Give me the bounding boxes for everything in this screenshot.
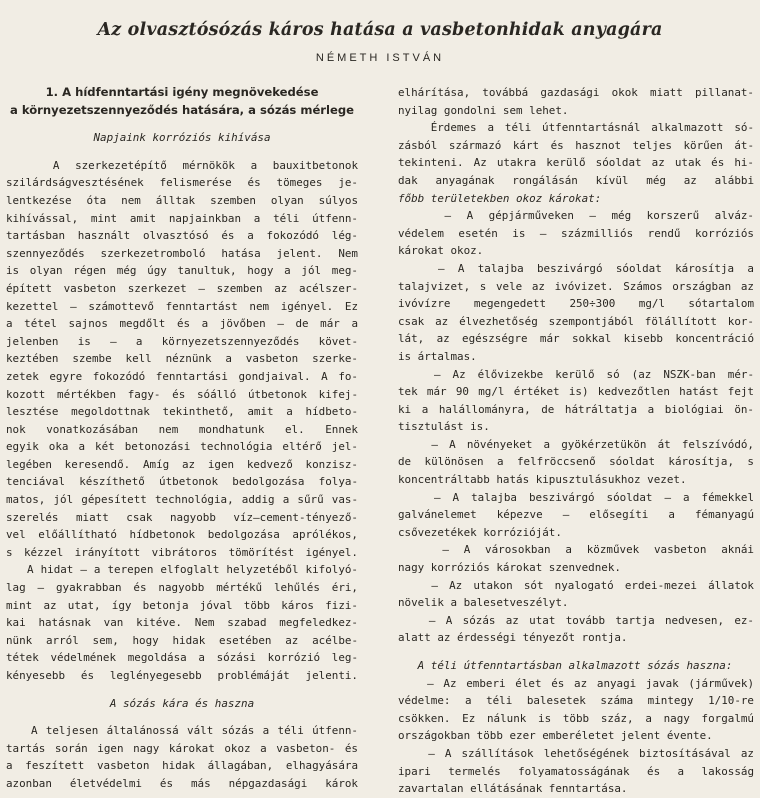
text-line: csak az élvezhetőség szempontjából fölállított kor- bbox=[398, 314, 754, 328]
text-line: ivóvízre megengedett 250÷300 mg/l sótartalom bbox=[398, 297, 754, 311]
text-line: nyilag gondolni sem lehet. bbox=[398, 103, 569, 117]
text-line: kényesebb és leglényegesebb problémáját jelenti. bbox=[6, 669, 358, 682]
text-line: A téli útfenntartásban alkalmazott sózás haszna: bbox=[398, 659, 733, 672]
text-line: egyik oka a két betonozási technológia eltérő jel- bbox=[6, 440, 358, 454]
text-line: csővezetékek korrózióját. bbox=[398, 525, 562, 539]
text-line: is olyan régen még úgy tanultuk, hogy a jól meg- bbox=[6, 264, 358, 278]
text-line: kihívással, mint amit napjainkban a téli útfenn- bbox=[6, 211, 358, 225]
text-line: károkat okoz. bbox=[398, 244, 484, 258]
text-line: — A városokban a közművek vasbeton aknái bbox=[398, 543, 754, 557]
text-line: legében keresendő. Amíg az igen kedvező konzisz- bbox=[6, 457, 358, 471]
text-line: védelem esetén is — százmilliós rendű korróziós bbox=[398, 226, 754, 240]
text-line: lesztése megoldottnak tekinthető, amit a hídbeto- bbox=[6, 405, 358, 419]
text-line: lát, az egészségre már sokkal kisebb koncentráció bbox=[398, 332, 754, 346]
text-line: tenciával készíthető útbetonok bedolgozása folya- bbox=[6, 475, 358, 489]
text-line: 1. A hídfenntartási igény megnövekedése bbox=[45, 85, 319, 99]
text-line: — Az élővizekbe kerülő só (az NSZK-ban mér- bbox=[398, 367, 754, 381]
text-line: vel előállítható hídbetonok bedolgozása aprólékos, bbox=[6, 528, 358, 542]
spacer bbox=[6, 712, 358, 722]
text-line: is ártalmas. bbox=[398, 349, 477, 363]
text-line: talajvizet, s vele az ivóvizet. Számos országban az bbox=[398, 279, 754, 293]
text-line: országokban több ezer emberéletet jelent évente. bbox=[398, 729, 713, 743]
text-line: — A gépjárműveken — még korszerű alváz- bbox=[398, 209, 754, 223]
spacer bbox=[398, 647, 754, 657]
text-line: nok vonatkozásában nem mondhatunk el. Ennek bbox=[6, 422, 358, 436]
text-line: s kézzel irányított vibrátoros tömörítést igényel. bbox=[6, 545, 358, 559]
text-line: — A szállítások lehetőségének biztosításával az bbox=[398, 746, 754, 760]
spacer bbox=[6, 119, 358, 129]
spacer bbox=[6, 685, 358, 695]
text-line: A szerkezetépítő mérnökök a bauxitbetonok bbox=[6, 158, 358, 172]
text-line: csökken. Ez nálunk is több száz, a nagy forgalmú bbox=[398, 711, 754, 725]
text-line: főbb területekben okoz károkat: bbox=[398, 191, 602, 205]
right-column bbox=[398, 84, 754, 798]
text-line: a feszített vasbeton hidak állagában, elhagyására bbox=[6, 759, 358, 773]
text-line: — Az emberi élet és az anyagi javak (járművek) bbox=[398, 676, 754, 690]
text-line: épített vasbeton szerkezet — szemben az acélszer- bbox=[6, 281, 358, 295]
text-line: lag — gyakrabban és nagyobb mértékű lehűlés éri, bbox=[6, 581, 358, 595]
text-line: kai hatásnak van kitéve. Nem szabad megfeledkez- bbox=[6, 616, 358, 630]
text-line: Érdemes a téli útfenntartásnál alkalmazott só- bbox=[398, 121, 754, 135]
text-line: — A talajba beszivárgó sóoldat — a fémekkel bbox=[398, 490, 754, 504]
text-line: zásból származó kárt és hasznot teljes körűen át- bbox=[398, 138, 754, 152]
article-author: NÉMETH ISTVÁN bbox=[315, 52, 445, 64]
text-line: — A sózás az utat tovább tartja nedvesen, ez- bbox=[398, 613, 754, 627]
text-line: koncentráltabb hatás kipusztulásukhoz vezet. bbox=[398, 473, 687, 487]
text-line: elhárítása, továbbá gazdasági okok miatt pillanat- bbox=[398, 86, 754, 99]
text-line: zavartalan ellátásának fenntartása. bbox=[398, 782, 628, 796]
text-line: szennyeződés szerkezetromboló hatása jelent. Nem bbox=[6, 246, 358, 260]
text-line: kezettel — számottevő fenntartást nem igényel. Ez bbox=[6, 299, 358, 313]
text-line: keztében szembe kell néznünk a vasbeton szerke- bbox=[6, 352, 358, 366]
text-line: de különösen a felfröccsenő sóoldat károsítja, s bbox=[398, 455, 754, 469]
text-line: — A növényeket a gyökérzetükön át felszívódó, bbox=[398, 437, 754, 451]
text-line: tartásban használt olvasztósó és a fokozódó lég- bbox=[6, 229, 358, 243]
text-line: kozott mértékben fagy- és sóálló útbetonok kifej- bbox=[6, 387, 358, 401]
text-line: ipari termelés folyamatosságának és a lakosság bbox=[398, 764, 754, 778]
text-line: tétek védelmének megoldása a sózási korrózió leg- bbox=[6, 651, 358, 665]
text-line: A teljesen általánossá vált sózás a téli útfenn- bbox=[6, 724, 358, 738]
text-line: zetek egyre fokozódó fenntartási gondjaival. A fo- bbox=[6, 369, 358, 383]
left-column bbox=[6, 84, 358, 793]
text-line: tartás során igen nagy károkat okoz a vasbeton- és bbox=[6, 741, 358, 755]
text-line: mint az utat, így betonja jóval több káros fizi- bbox=[6, 598, 358, 612]
text-line: jelenben is — a környezetszennyeződés követ- bbox=[6, 334, 358, 348]
text-line: növelik a balesetveszélyt. bbox=[398, 596, 569, 610]
text-line: — A talajba beszivárgó sóoldat károsítja a bbox=[398, 261, 754, 275]
text-line: védelme: a téli balesetek száma mintegy 1/10-re bbox=[398, 694, 754, 708]
text-line: matos, jól gépesített technológia, addig a sűrű vas- bbox=[6, 493, 358, 507]
spacer bbox=[6, 147, 358, 157]
text-line: azonban életvédelmi és más népgazdasági károk bbox=[6, 776, 358, 790]
text-line: A sózás kára és haszna bbox=[109, 696, 255, 710]
text-line: tek már 90 mg/l értéket is) kedvezőtlen hatást fejt bbox=[398, 385, 754, 399]
text-line: a környezetszennyeződés hatására, a sózás mérlege bbox=[9, 102, 355, 117]
text-line: A hidat — a terepen elfoglalt helyzetéből kifolyó- bbox=[6, 563, 358, 577]
text-line: nagy korróziós károkat szenvednek. bbox=[398, 561, 621, 575]
text-line: szilárdságvesztésének felismerése és tömeges je- bbox=[6, 176, 358, 190]
text-line: lentkezése óta nem álltak szemben olyan súlyos bbox=[6, 193, 358, 207]
text-line: galvánelemet képezve — elősegíti a fémanyagú bbox=[398, 508, 754, 522]
text-line: alatt az érdességi tényezőt rontja. bbox=[398, 631, 628, 645]
text-line: Napjaink korróziós kihívása bbox=[93, 131, 271, 145]
text-line: tekinteni. Az utakra kerülő sóoldat az utak és hi- bbox=[398, 156, 754, 170]
text-line: ki a halállományra, de hátráltatja a biológiai ön- bbox=[398, 402, 754, 416]
text-line: tisztulást is. bbox=[398, 420, 490, 434]
text-line: a tétel sajnos megdőlt és a jövőben — de már a bbox=[6, 317, 358, 331]
text-line: dak anyagának rongálásán kívül még az alábbi bbox=[398, 173, 754, 187]
article-title: Az olvasztósózás káros hatása a vasbetonhidak anyagára bbox=[97, 20, 663, 40]
text-line: — Az utakon sót nyalogató erdei-mezei állatok bbox=[398, 578, 754, 592]
text-line: nünk arról sem, hogy hidak esetében az acélbe- bbox=[6, 633, 358, 647]
text-line: szerelés miatt csak nagyobb víz—cement-tényező- bbox=[6, 510, 358, 524]
